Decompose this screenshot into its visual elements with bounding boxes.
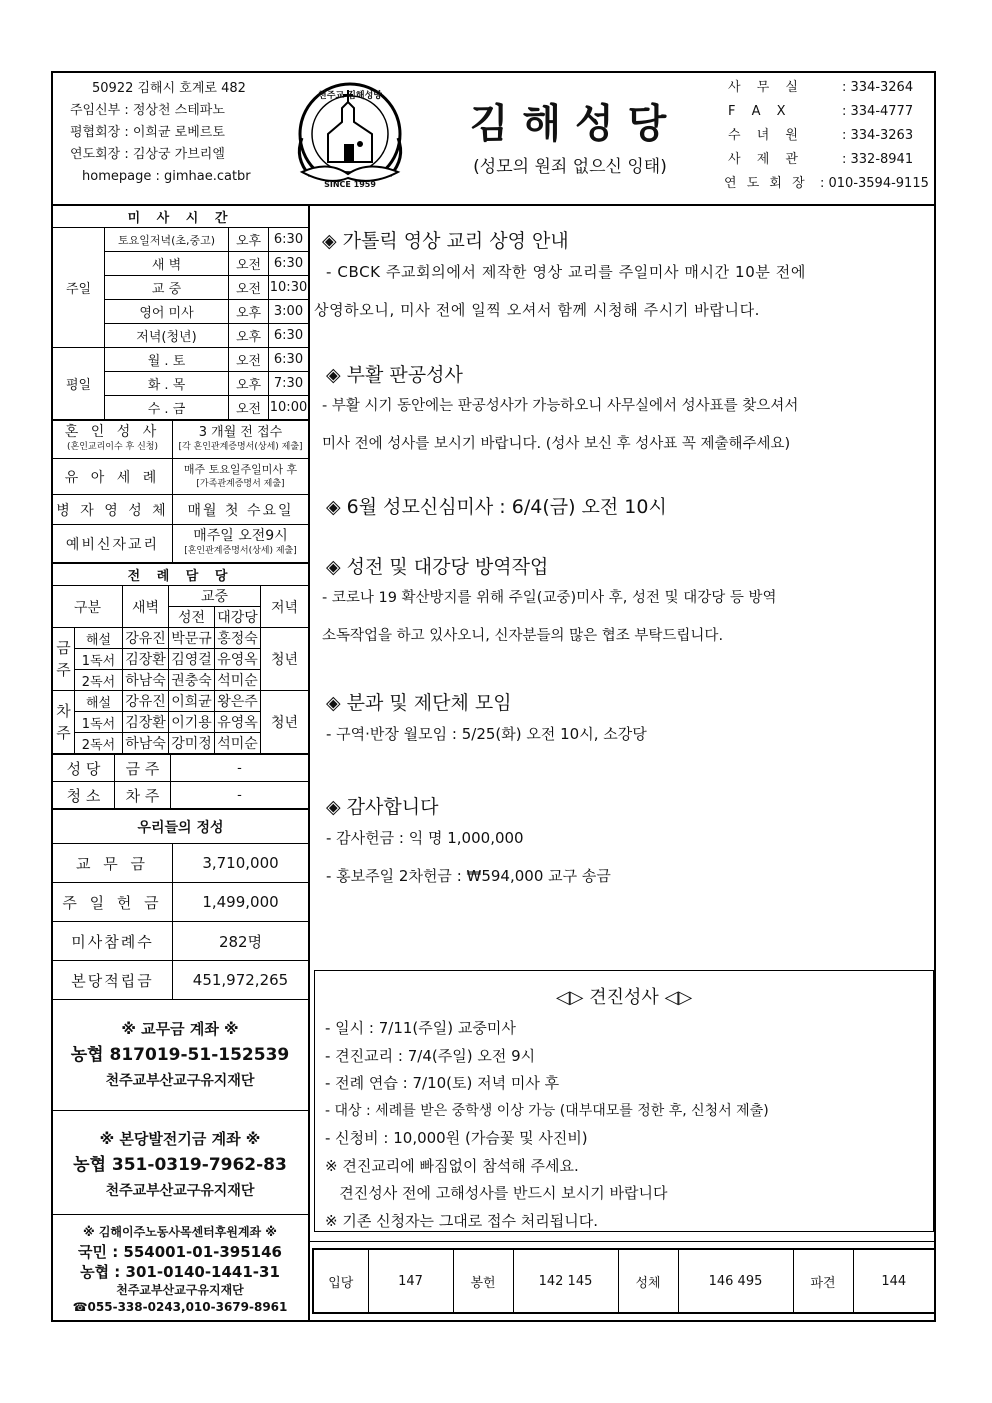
notice-title: ◈ 성전 및 대강당 방역작업 xyxy=(326,556,549,578)
hall-person: 석미순 xyxy=(215,733,261,754)
stat-value: 146 495 xyxy=(678,1249,793,1313)
dawn-person: 강유진 xyxy=(123,628,169,649)
attendance-stats xyxy=(312,1248,934,1316)
contact-value: : 010-3594-9115 xyxy=(820,176,929,191)
account-block-1 xyxy=(52,1016,308,1094)
mass-name: 토요일저녁(초,중고) xyxy=(105,228,229,252)
altar-person: 권충숙 xyxy=(169,670,215,691)
sacrament-value-note: [각 혼인관계증명서(상세) 제출] xyxy=(178,441,303,452)
role: 1독서 xyxy=(75,649,123,670)
offering-label: 주 일 헌 금 xyxy=(53,883,173,922)
mass-ampm: 오후 xyxy=(229,372,269,396)
offering-value: 1,499,000 xyxy=(173,883,309,922)
contact-label: F A X xyxy=(728,104,792,119)
contact-value: : 334-3264 xyxy=(842,80,914,95)
mass-time: 6:30 xyxy=(269,228,309,252)
confirmation-line: - 대상 : 세례를 받은 중학생 이상 가능 (대부대모를 정한 후, 신청서 제출) xyxy=(325,1102,769,1119)
sacrament-value-text: 3 개월 전 접수 xyxy=(198,424,283,440)
contact-value: : 334-3263 xyxy=(842,128,914,143)
cleaning-week: 차 주 xyxy=(115,782,171,809)
notice-line: 소독작업을 하고 있사오니, 신자분들의 많은 협조 부탁드립니다. xyxy=(322,628,724,644)
dawn-person: 강유진 xyxy=(123,691,169,712)
liturgy-title: 전 례 담 당 xyxy=(53,564,309,586)
mass-name: 영어 미사 xyxy=(105,300,229,324)
sacrament-label: 예비신자교리 xyxy=(53,525,173,563)
hall-person: 석미순 xyxy=(215,670,261,691)
col-main-mass: 교중 xyxy=(169,586,261,607)
role: 2독서 xyxy=(75,670,123,691)
mass-time: 7:30 xyxy=(269,372,309,396)
col-sanctuary: 성전 xyxy=(169,607,215,628)
contact-label: 사 무 실 xyxy=(728,80,804,95)
sacrament-note: (혼인교리이수 후 신청) xyxy=(67,441,158,452)
mass-ampm: 오전 xyxy=(229,252,269,276)
mass-time: 6:30 xyxy=(269,348,309,372)
col-dawn: 새벽 xyxy=(123,586,169,628)
mass-ampm: 오전 xyxy=(229,396,269,420)
hall-person: 유영옥 xyxy=(215,649,261,670)
pastor: 주임신부 : 정상천 스테파노 xyxy=(70,103,225,118)
confirmation-title: ◁▷ 견진성사 ◁▷ xyxy=(555,987,693,1008)
notice-line: - 부활 시기 동안에는 판공성사가 가능하오니 사무실에서 성사표를 찾으셔서 xyxy=(322,398,799,414)
offering-table xyxy=(52,809,309,1000)
account-holder: 천주교부산교구유지재단 xyxy=(105,1183,255,1199)
confirmation-line: - 일시 : 7/11(주일) 교중미사 xyxy=(325,1019,516,1037)
divider xyxy=(52,1214,308,1215)
notice-line: - 홍보주일 2차헌금 : ₩594,000 교구 송금 xyxy=(326,867,611,885)
mass-time: 3:00 xyxy=(269,300,309,324)
header-info xyxy=(70,78,251,188)
sacrament-label xyxy=(53,421,173,459)
liturgy-table xyxy=(52,563,309,754)
group-name: 차주 xyxy=(53,691,75,754)
sacrament-value xyxy=(173,421,309,459)
notice-line: - 감사헌금 : 익 명 1,000,000 xyxy=(326,829,524,847)
confirmation-line: ※ 기존 신청자는 그대로 접수 처리됩니다. xyxy=(325,1211,599,1230)
offering-value: 282명 xyxy=(173,922,309,961)
notice-confession xyxy=(322,360,798,463)
altar-person: 박문규 xyxy=(169,628,215,649)
mass-table xyxy=(52,205,309,420)
mass-time: 10:30 xyxy=(269,276,309,300)
hall-person: 왕은주 xyxy=(215,691,261,712)
altar-person: 김영걸 xyxy=(169,649,215,670)
offering-title: 우리들의 정성 xyxy=(53,810,309,844)
notice-marian-mass xyxy=(322,492,667,519)
contact-value: : 332-8941 xyxy=(842,152,914,167)
mass-ampm: 오후 xyxy=(229,324,269,348)
council-president: 평협회장 : 이희균 로베르토 xyxy=(70,125,225,140)
role: 해설 xyxy=(75,691,123,712)
mass-name: 저녁(청년) xyxy=(105,324,229,348)
dawn-person: 김장환 xyxy=(123,712,169,733)
mass-time: 10:00 xyxy=(269,396,309,420)
sacrament-name: 혼 인 성 사 xyxy=(64,423,161,440)
contact-row xyxy=(724,172,930,196)
col-hall: 대강당 xyxy=(215,607,261,628)
notice-title: ◈ 6월 성모신심미사 : 6/4(금) 오전 10시 xyxy=(326,496,667,518)
notice-line: - 구역·반장 월모임 : 5/25(화) 오전 10시, 소강당 xyxy=(326,725,647,743)
mass-time: 6:30 xyxy=(269,324,309,348)
dawn-person: 하남숙 xyxy=(123,733,169,754)
confirmation-box xyxy=(314,970,934,1232)
sacrament-label: 병 자 영 성 체 xyxy=(53,495,173,525)
mass-name: 월 . 토 xyxy=(105,348,229,372)
stat-value: 147 xyxy=(368,1249,453,1313)
weekday-label: 평일 xyxy=(53,348,105,420)
mass-name: 수 . 금 xyxy=(105,396,229,420)
cleaning-value: - xyxy=(171,755,309,782)
sacrament-value-note: [가족관계증명서 제출] xyxy=(196,478,285,489)
col-evening: 저녁 xyxy=(261,586,309,628)
sacrament-value-note: [혼인관계증명서(상세) 제출] xyxy=(184,545,297,556)
contact-value: : 334-4777 xyxy=(842,104,914,119)
stat-value: 144 xyxy=(853,1249,935,1313)
altar-person: 이기용 xyxy=(169,712,215,733)
dawn-person: 하남숙 xyxy=(123,670,169,691)
offering-label: 교 무 금 xyxy=(53,844,173,883)
confirmation-line: - 전례 연습 : 7/10(토) 저녁 미사 후 xyxy=(325,1074,560,1092)
address: 50922 김해시 호계로 482 xyxy=(92,81,246,96)
offering-value: 3,710,000 xyxy=(173,844,309,883)
notice-line: - CBCK 주교회의에서 제작한 영상 교리를 주일미사 매시간 10분 전에 xyxy=(326,263,806,281)
cleaning-table xyxy=(52,754,309,809)
page-title: 김해성당 xyxy=(469,101,681,147)
account-block-2 xyxy=(52,1126,308,1204)
notices xyxy=(314,214,922,954)
sacrament-label: 유 아 세 례 xyxy=(53,459,173,495)
page-subtitle: (성모의 원죄 없으신 잉태) xyxy=(473,157,667,177)
notice-line: 상영하오니, 미사 전에 일찍 오셔서 함께 시청해 주시기 바랍니다. xyxy=(314,301,761,319)
sacrament-value xyxy=(173,525,309,563)
evening-person: 청년 xyxy=(261,691,309,754)
mass-name: 교 중 xyxy=(105,276,229,300)
sacrament-value-text: 매월 첫 수요일 xyxy=(173,495,309,525)
account-title: ※ 교무금 계좌 ※ xyxy=(121,1020,239,1038)
contact-label: 수 녀 원 xyxy=(728,128,804,143)
notice-title: ◈ 부활 판공성사 xyxy=(326,364,463,386)
cleaning-label: 성 당 xyxy=(53,755,115,782)
confirmation-line: 견진성사 전에 고해성사를 반드시 보시기 바랍니다 xyxy=(325,1184,668,1202)
contact-row xyxy=(724,76,930,100)
worker-center-holder: 천주교부산교구유지재단 xyxy=(116,1283,244,1297)
sacrament-value-text: 매주일 오전9시 xyxy=(193,527,288,544)
notice-thanks xyxy=(322,792,611,895)
evening-person: 청년 xyxy=(261,628,309,691)
stat-label: 파견 xyxy=(793,1249,853,1313)
homepage: homepage : gimhae.catbr xyxy=(82,169,251,184)
account-number: 농협 351-0319-7962-83 xyxy=(73,1155,287,1175)
role: 2독서 xyxy=(75,733,123,754)
altar-person: 강미정 xyxy=(169,733,215,754)
contact-label: 연 도 회 장 xyxy=(724,176,808,191)
role: 1독서 xyxy=(75,712,123,733)
cleaning-week: 금 주 xyxy=(115,755,171,782)
divider xyxy=(52,1110,308,1111)
contacts xyxy=(724,76,930,196)
offering-label: 본당적립금 xyxy=(53,961,173,1000)
mass-title: 미 사 시 간 xyxy=(53,206,309,228)
contact-label: 사 제 관 xyxy=(728,152,804,167)
worker-center-account xyxy=(52,1222,308,1316)
hall-person: 유영옥 xyxy=(215,712,261,733)
notice-title: ◈ 분과 및 제단체 모임 xyxy=(326,692,512,714)
mass-time: 6:30 xyxy=(269,252,309,276)
account-number: 농협 817019-51-152539 xyxy=(70,1045,290,1065)
offering-value: 451,972,265 xyxy=(173,961,309,1000)
altar-person: 이희균 xyxy=(169,691,215,712)
stat-label: 봉헌 xyxy=(453,1249,513,1313)
logo-text: 천주교 김해성당 xyxy=(318,91,382,101)
logo-since: SINCE 1959 xyxy=(324,180,376,189)
notice-line: 미사 전에 성사를 보시기 바랍니다. (성사 보신 후 성사표 꼭 제출해주세요) xyxy=(322,436,791,452)
mass-name: 화 . 목 xyxy=(105,372,229,396)
mass-schedule xyxy=(52,205,308,1000)
contact-row xyxy=(724,100,930,124)
legion-president: 연도회장 : 김상궁 가브리엘 xyxy=(70,147,225,162)
divider xyxy=(309,1241,936,1242)
confirmation-lines xyxy=(315,1015,933,1235)
sacrament-value xyxy=(173,459,309,495)
notice-title: ◈ 감사합니다 xyxy=(326,796,439,818)
cleaning-label: 청 소 xyxy=(53,782,115,809)
mass-ampm: 오후 xyxy=(229,228,269,252)
notice-line: - 코로나 19 확산방지를 위해 주일(교중)미사 후, 성전 및 대강당 등 방역 xyxy=(322,590,777,606)
worker-center-account-1: 국민 : 554001-01-395146 xyxy=(78,1243,282,1261)
contact-row xyxy=(724,124,930,148)
offering-label: 미사참례수 xyxy=(53,922,173,961)
notice-title: ◈ 가톨릭 영상 교리 상영 안내 xyxy=(322,230,569,252)
sacrament-value-text: 매주 토요일주일미사 후 xyxy=(183,462,298,476)
hall-person: 홍정숙 xyxy=(215,628,261,649)
col-division: 구분 xyxy=(53,586,123,628)
worker-center-account-2: 농협 : 301-0140-1441-31 xyxy=(80,1263,280,1281)
notice-disinfection xyxy=(322,552,777,655)
notice-video-catechism xyxy=(314,226,806,329)
mass-name: 새 벽 xyxy=(105,252,229,276)
account-title: ※ 본당발전기금 계좌 ※ xyxy=(99,1130,261,1148)
worker-center-title: ※ 김해이주노동사목센터후원계좌 ※ xyxy=(83,1225,277,1239)
sacrament-table xyxy=(52,420,309,563)
contact-row xyxy=(724,148,930,172)
sunday-label: 주일 xyxy=(53,228,105,348)
notice-group-meeting xyxy=(322,688,647,753)
confirmation-line: ※ 견진교리에 빠짐없이 참석해 주세요. xyxy=(325,1156,579,1175)
dawn-person: 김장환 xyxy=(123,649,169,670)
stats-table xyxy=(312,1248,936,1314)
stat-label: 성체 xyxy=(618,1249,678,1313)
confirmation-line: - 견진교리 : 7/4(주일) 오전 9시 xyxy=(325,1046,536,1065)
stat-value: 142 145 xyxy=(513,1249,618,1313)
mass-ampm: 오전 xyxy=(229,276,269,300)
group-name: 금주 xyxy=(53,628,75,691)
confirmation-line: - 신청비 : 10,000원 (가슴꽃 및 사진비) xyxy=(325,1129,588,1147)
worker-center-phone: ☎055-338-0243,010-3679-8961 xyxy=(72,1300,288,1314)
cleaning-value: - xyxy=(171,782,309,809)
stat-label: 입당 xyxy=(313,1249,368,1313)
mass-ampm: 오전 xyxy=(229,348,269,372)
mass-ampm: 오후 xyxy=(229,300,269,324)
role: 해설 xyxy=(75,628,123,649)
account-holder: 천주교부산교구유지재단 xyxy=(105,1073,255,1089)
church-logo xyxy=(288,78,412,196)
